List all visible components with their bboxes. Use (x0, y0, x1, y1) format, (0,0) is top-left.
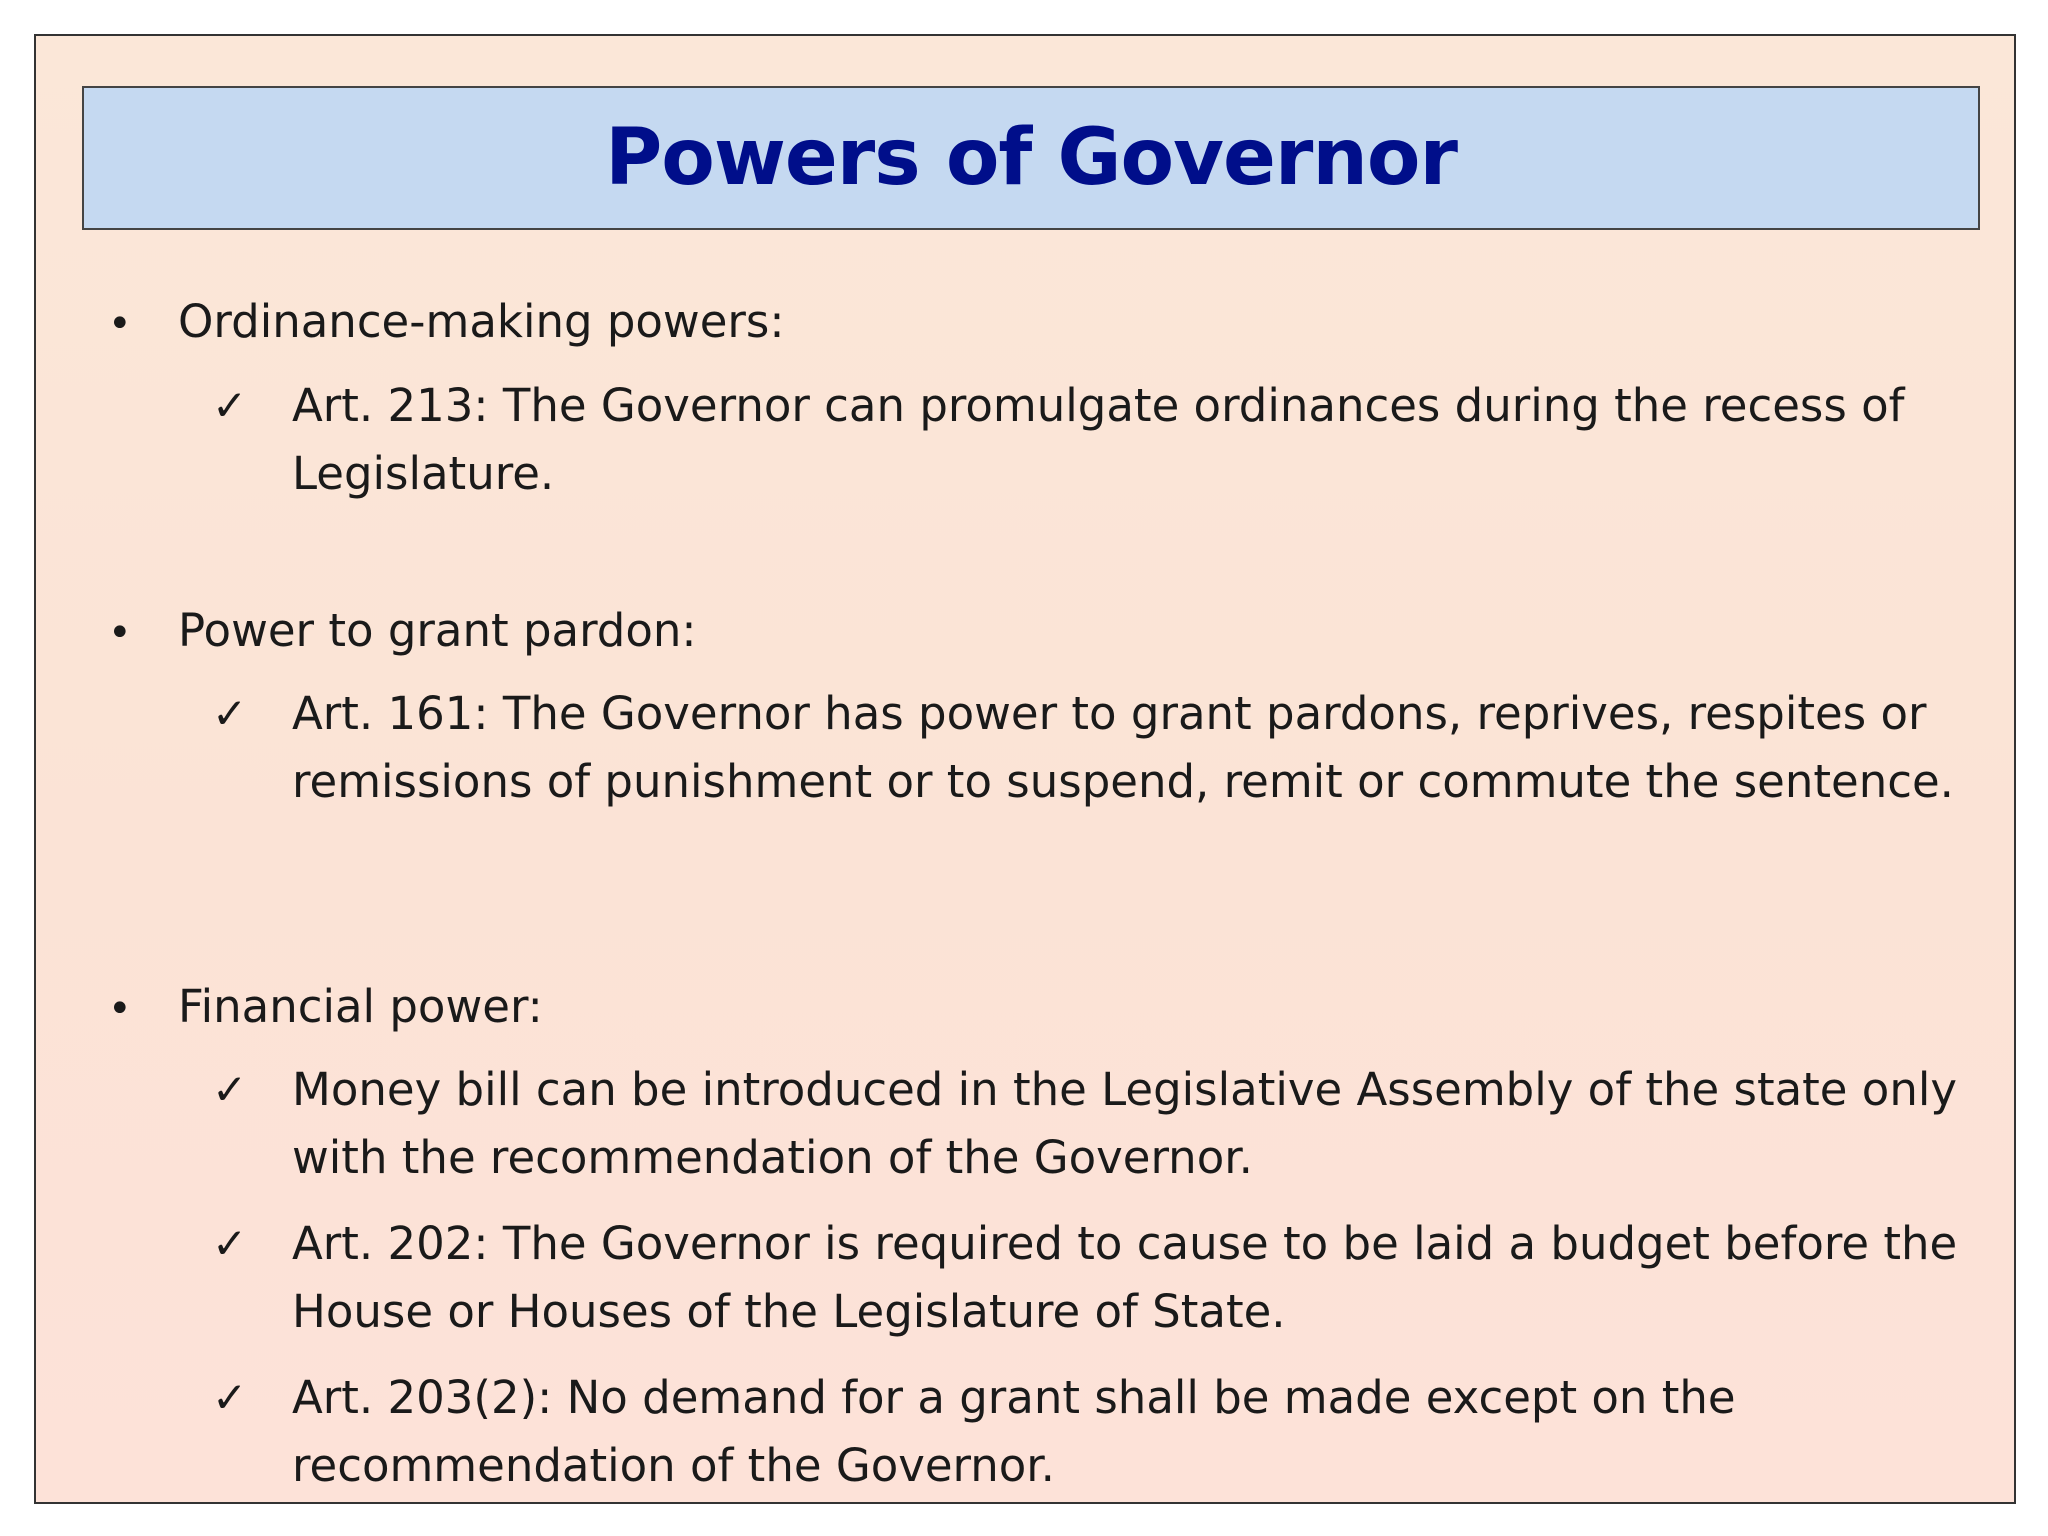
bullet-dot: • (108, 301, 132, 347)
bullet-heading: Power to grant pardon: (178, 604, 697, 657)
sub-item-text: Money bill can be introduced in the Legislative Assembly of the state only with the recommendation of the Governor. (292, 1063, 1957, 1184)
check-icon: ✓ (212, 1065, 248, 1114)
bullet-ordinance (108, 292, 785, 354)
bullet-financial (108, 977, 543, 1039)
bullet-dot: • (108, 610, 132, 656)
check-icon: ✓ (212, 1373, 248, 1422)
sub-item-art-161 (212, 680, 1992, 816)
slide (34, 34, 2016, 1504)
bullet-heading: Ordinance-making powers: (178, 295, 785, 348)
sub-item-money-bill (212, 1056, 1992, 1192)
sub-item-text: Art. 202: The Governor is required to cause to be laid a budget before the House or Houses of the Legislature of State. (292, 1217, 1958, 1338)
slide-title: Powers of Governor (605, 113, 1457, 203)
sub-item-text: Art. 213: The Governor can promulgate ordinances during the recess of Legislature. (292, 379, 1905, 500)
sub-item-text: Art. 161: The Governor has power to grant pardons, reprives, respites or remissions of punishment or to suspend, remit or commute the sentence. (292, 687, 1954, 808)
sub-item-art-202 (212, 1210, 1992, 1346)
sub-item-art-213 (212, 372, 1992, 508)
check-icon: ✓ (212, 1219, 248, 1268)
bullet-heading: Financial power: (178, 980, 543, 1033)
bullet-dot: • (108, 986, 132, 1032)
bullet-pardon (108, 601, 697, 663)
sub-item-art-203 (212, 1364, 1992, 1500)
sub-item-text: Art. 203(2): No demand for a grant shall be made except on the recommendation of the Governor. (292, 1371, 1736, 1492)
check-icon: ✓ (212, 689, 248, 738)
check-icon: ✓ (212, 381, 248, 430)
slide-content (36, 36, 2014, 1502)
